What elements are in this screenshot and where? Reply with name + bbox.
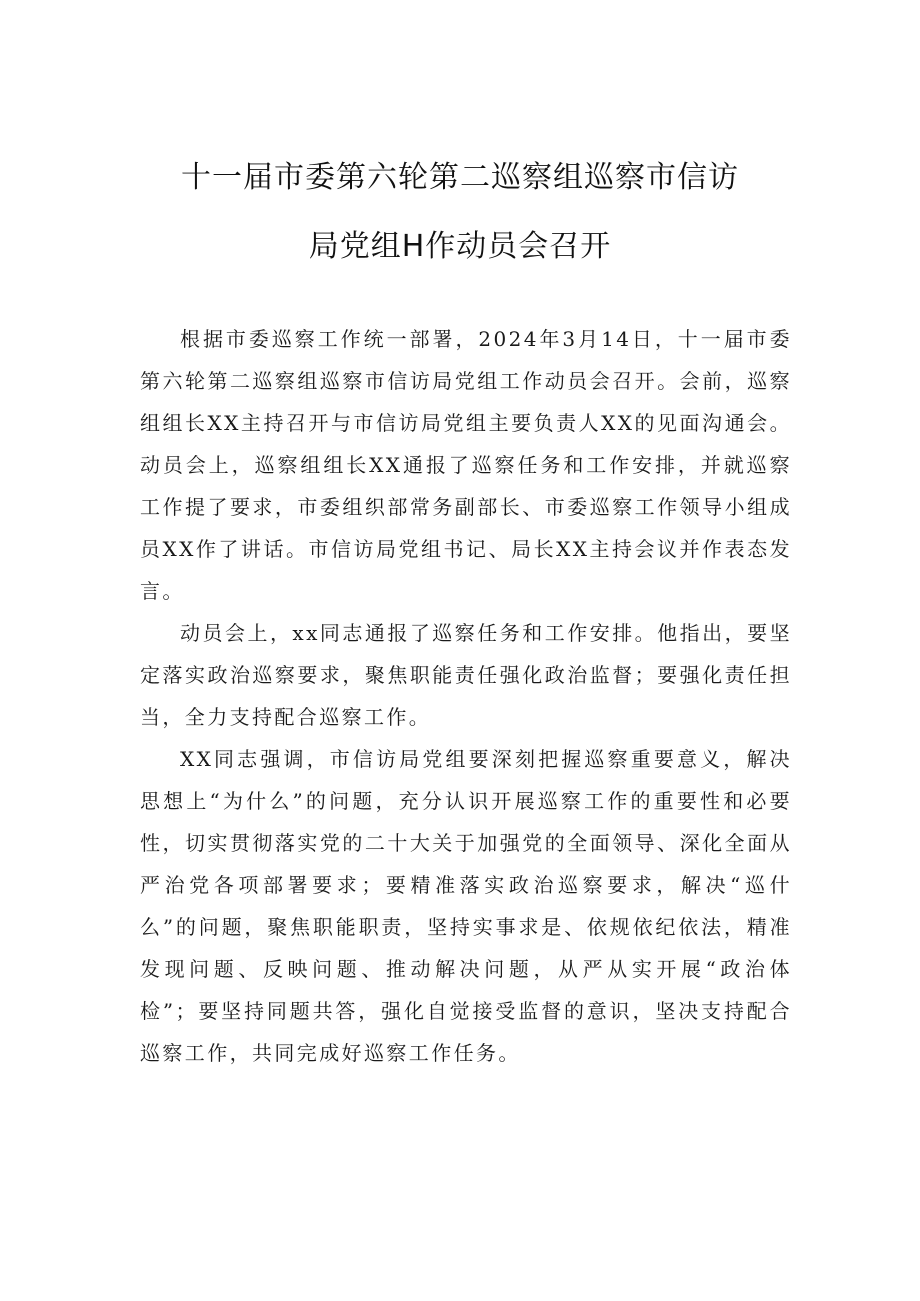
paragraph-2: 动员会上，xx同志通报了巡察任务和工作安排。他指出，要坚定落实政治巡察要求，聚焦职能责任强化政治监督；要强化责任担当，全力支持配合巡察工作。 bbox=[140, 621, 792, 729]
document-title-line-2: 局党组H作动员会召开 bbox=[308, 229, 612, 264]
paragraph-3: XX同志强调，市信访局党组要深刻把握巡察重要意义，解决思想上“为什么”的问题，充分认识开展巡察工作的重要性和必要性，切实贯彻落实党的二十大关于加强党的全面领导、深化全面从严治党各项部署要求；要精准落实政治巡察要求，解决“巡什么”的问题，聚焦职能职责，坚持实事求是、依规依纪依法，精准发现问题、反映问题、推动解决问题，从严从实开展“政治体检”；要坚持同题共答，强化自觉接受监督的意识，坚决支持配合巡察工作，共同完成好巡察工作任务。 bbox=[140, 747, 792, 1065]
document-body bbox=[140, 318, 792, 1074]
document-title-line-1: 十一届市委第六轮第二巡察组巡察市信访 bbox=[181, 160, 739, 195]
paragraph-1: 根据市委巡察工作统一部署，2024年3月14日，十一届市委第六轮第二巡察组巡察市信访局党组工作动员会召开。会前，巡察组组长XX主持召开与市信访局党组主要负责人XX的见面沟通会。动员会上，巡察组组长XX通报了巡察任务和工作安排，并就巡察工作提了要求，市委组织部常务副部长、市委巡察工作领导小组成员XX作了讲话。市信访局党组书记、局长XX主持会议并作表态发言。 bbox=[140, 327, 792, 603]
